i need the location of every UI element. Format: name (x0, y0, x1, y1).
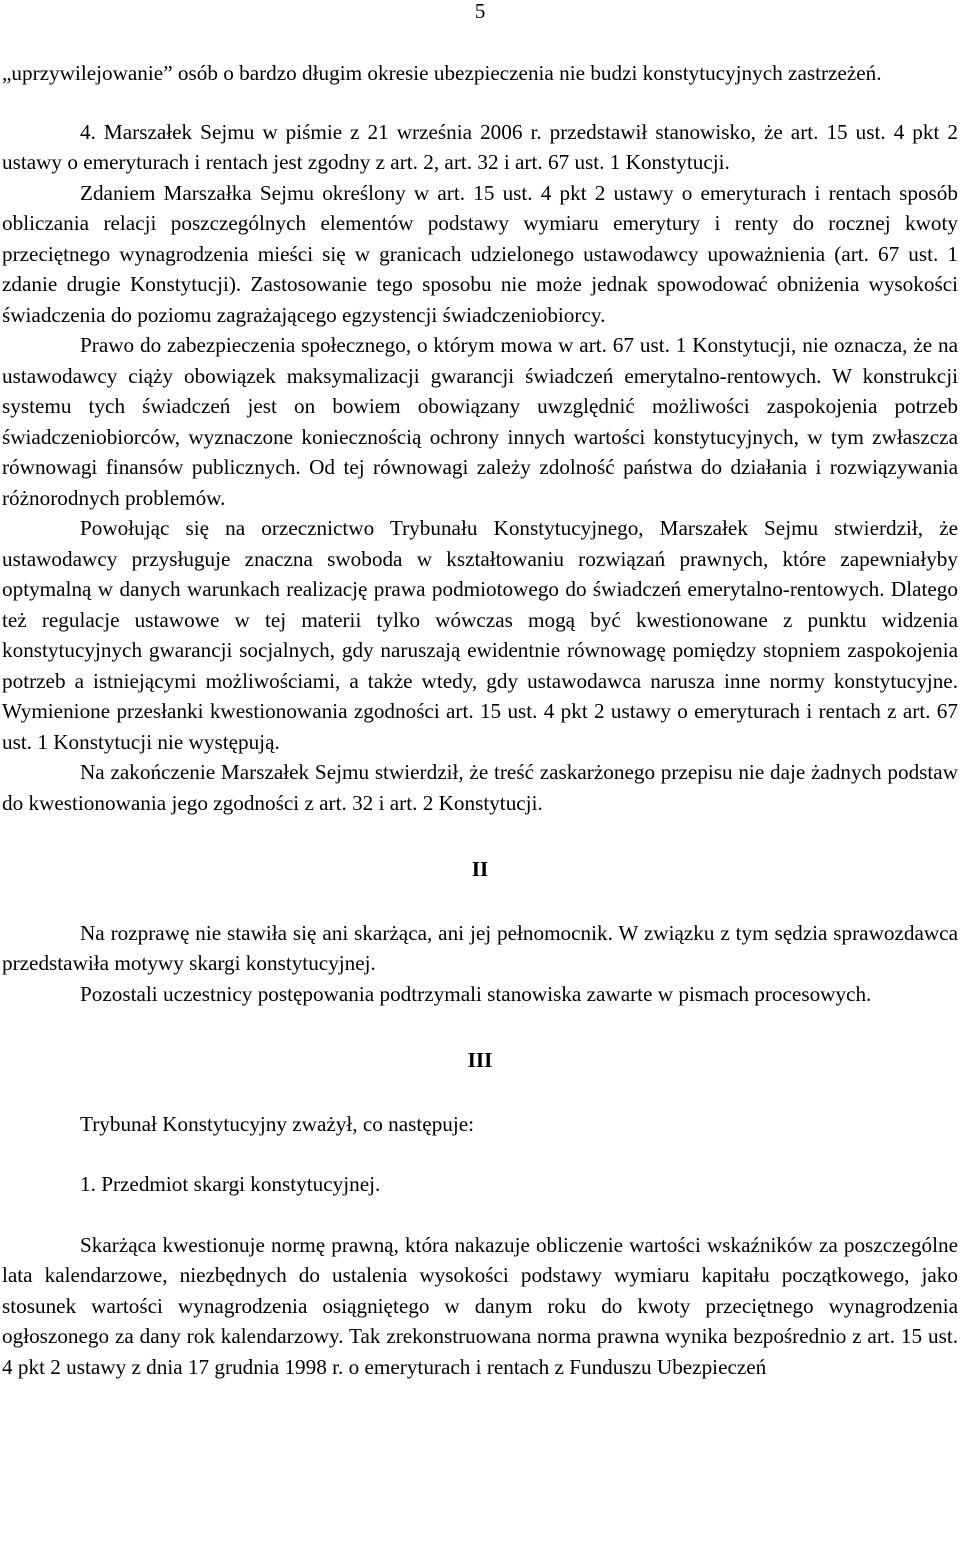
document-body (2, 58, 958, 1382)
subsection-heading-subject: 1. Przedmiot skargi konstytucyjnej. (80, 1172, 381, 1196)
paragraph-case-law: Powołując się na orzecznictwo Trybunału Konstytucyjnego, Marszałek Sejmu stwierdził, że ustawodawcy przysługuje znaczna swoboda w kształtowaniu rozwiązań prawnych, które zapewniałyby optymalną w danych warunkach realizację prawa podmiotowego do świadczeń emerytalno-rentowych. Dlatego też regulacje ustawowe w tej materii tylko wówczas mogą być kwestionowane z punktu widzenia konstytucyjnych gwarancji socjalnych, gdy naruszają ewidentnie równowagę pomiędzy stopniem zaspokojenia potrzeb a istniejącymi możliwościami, a także wtedy, gdy ustawodawca narusza inne normy konstytucyjne. Wymienione przesłanki kwestionowania zgodności art. 15 ust. 4 pkt 2 ustawy o emeryturach i rentach z art. 67 ust. 1 Konstytucji nie występują. (2, 516, 958, 754)
section-heading-iii: III (467, 1048, 493, 1072)
paragraph-tribunal-considered: Trybunał Konstytucyjny zważył, co następuje: (80, 1111, 475, 1136)
paragraph-marshal-position: 4. Marszałek Sejmu w piśmie z 21 września 2006 r. przedstawił stanowisko, że art. 15 ust. 4 pkt 2 ustawy o emeryturach i rentach jest zgodny z art. 2, art. 32 i art. 67 ust. 1 Konstytucji. (2, 119, 958, 174)
paragraph-conclusion: Na zakończenie Marszałek Sejmu stwierdził, że treść zaskarżonego przepisu nie daje żadnych podstaw do kwestionowania jego zgodności z art. 32 i art. 2 Konstytucji. (2, 760, 958, 815)
page-number: 5 (474, 0, 486, 23)
paragraph-other-participants: Pozostali uczestnicy postępowania podtrzymali stanowiska zawarte w pismach procesowych. (80, 981, 872, 1006)
section-heading-ii: II (471, 857, 489, 881)
paragraph-social-security-right: Prawo do zabezpieczenia społecznego, o którym mowa w art. 67 ust. 1 Konstytucji, nie oznacza, że na ustawodawcy ciąży obowiązek maksymalizacji gwarancji świadczeń emerytalno-rentowych. W konstrukcji systemu tych świadczeń jest on bowiem obowiązany uwzględnić możliwości zaspokojenia potrzeb świadczeniobiorców, wyznaczone koniecznością ochrony innych wartości konstytucyjnych, w tym zwłaszcza równowagi finansów publicznych. Od tej równowagi zależy zdolność państwa do działania i rozwiązywania różnorodnych problemów. (2, 333, 958, 510)
paragraph-complaint-subject: Skarżąca kwestionuje normę prawną, która nakazuje obliczenie wartości wskaźników za poszczególne lata kalendarzowe, niezbędnych do ustalenia wysokości podstawy wymiaru kapitału początkowego, jako stosunek wartości wynagrodzenia osiągniętego w danym roku do kwoty przeciętnego wynagrodzenia ogłoszonego za dany rok kalendarzowy. Tak zrekonstruowana norma prawna wynika bezpośrednio z art. 15 ust. 4 pkt 2 ustawy z dnia 17 grudnia 1998 r. o emeryturach i rentach z Funduszu Ubezpieczeń (2, 1232, 958, 1379)
paragraph-hearing: Na rozprawę nie stawiła się ani skarżąca, ani jej pełnomocnik. W związku z tym sędzia sprawozdawca przedstawiła motywy skargi konstytucyjnej. (2, 920, 958, 975)
paragraph-marshal-opinion: Zdaniem Marszałka Sejmu określony w art. 15 ust. 4 pkt 2 ustawy o emeryturach i rentach sposób obliczania relacji poszczególnych elementów podstawy wymiaru emerytury i renty do rocznej kwoty przeciętnego wynagrodzenia mieści się w granicach udzielonego ustawodawcy upoważnienia (art. 67 ust. 1 zdanie drugie Konstytucji). Zastosowanie tego sposobu nie może jednak spowodować obniżenia wysokości świadczenia do poziomu zagrażającego egzystencji świadczeniobiorcy. (2, 180, 958, 327)
paragraph-continuation: „uprzywilejowanie” osób o bardzo długim okresie ubezpieczenia nie budzi konstytucyjnych zastrzeżeń. (2, 61, 882, 85)
